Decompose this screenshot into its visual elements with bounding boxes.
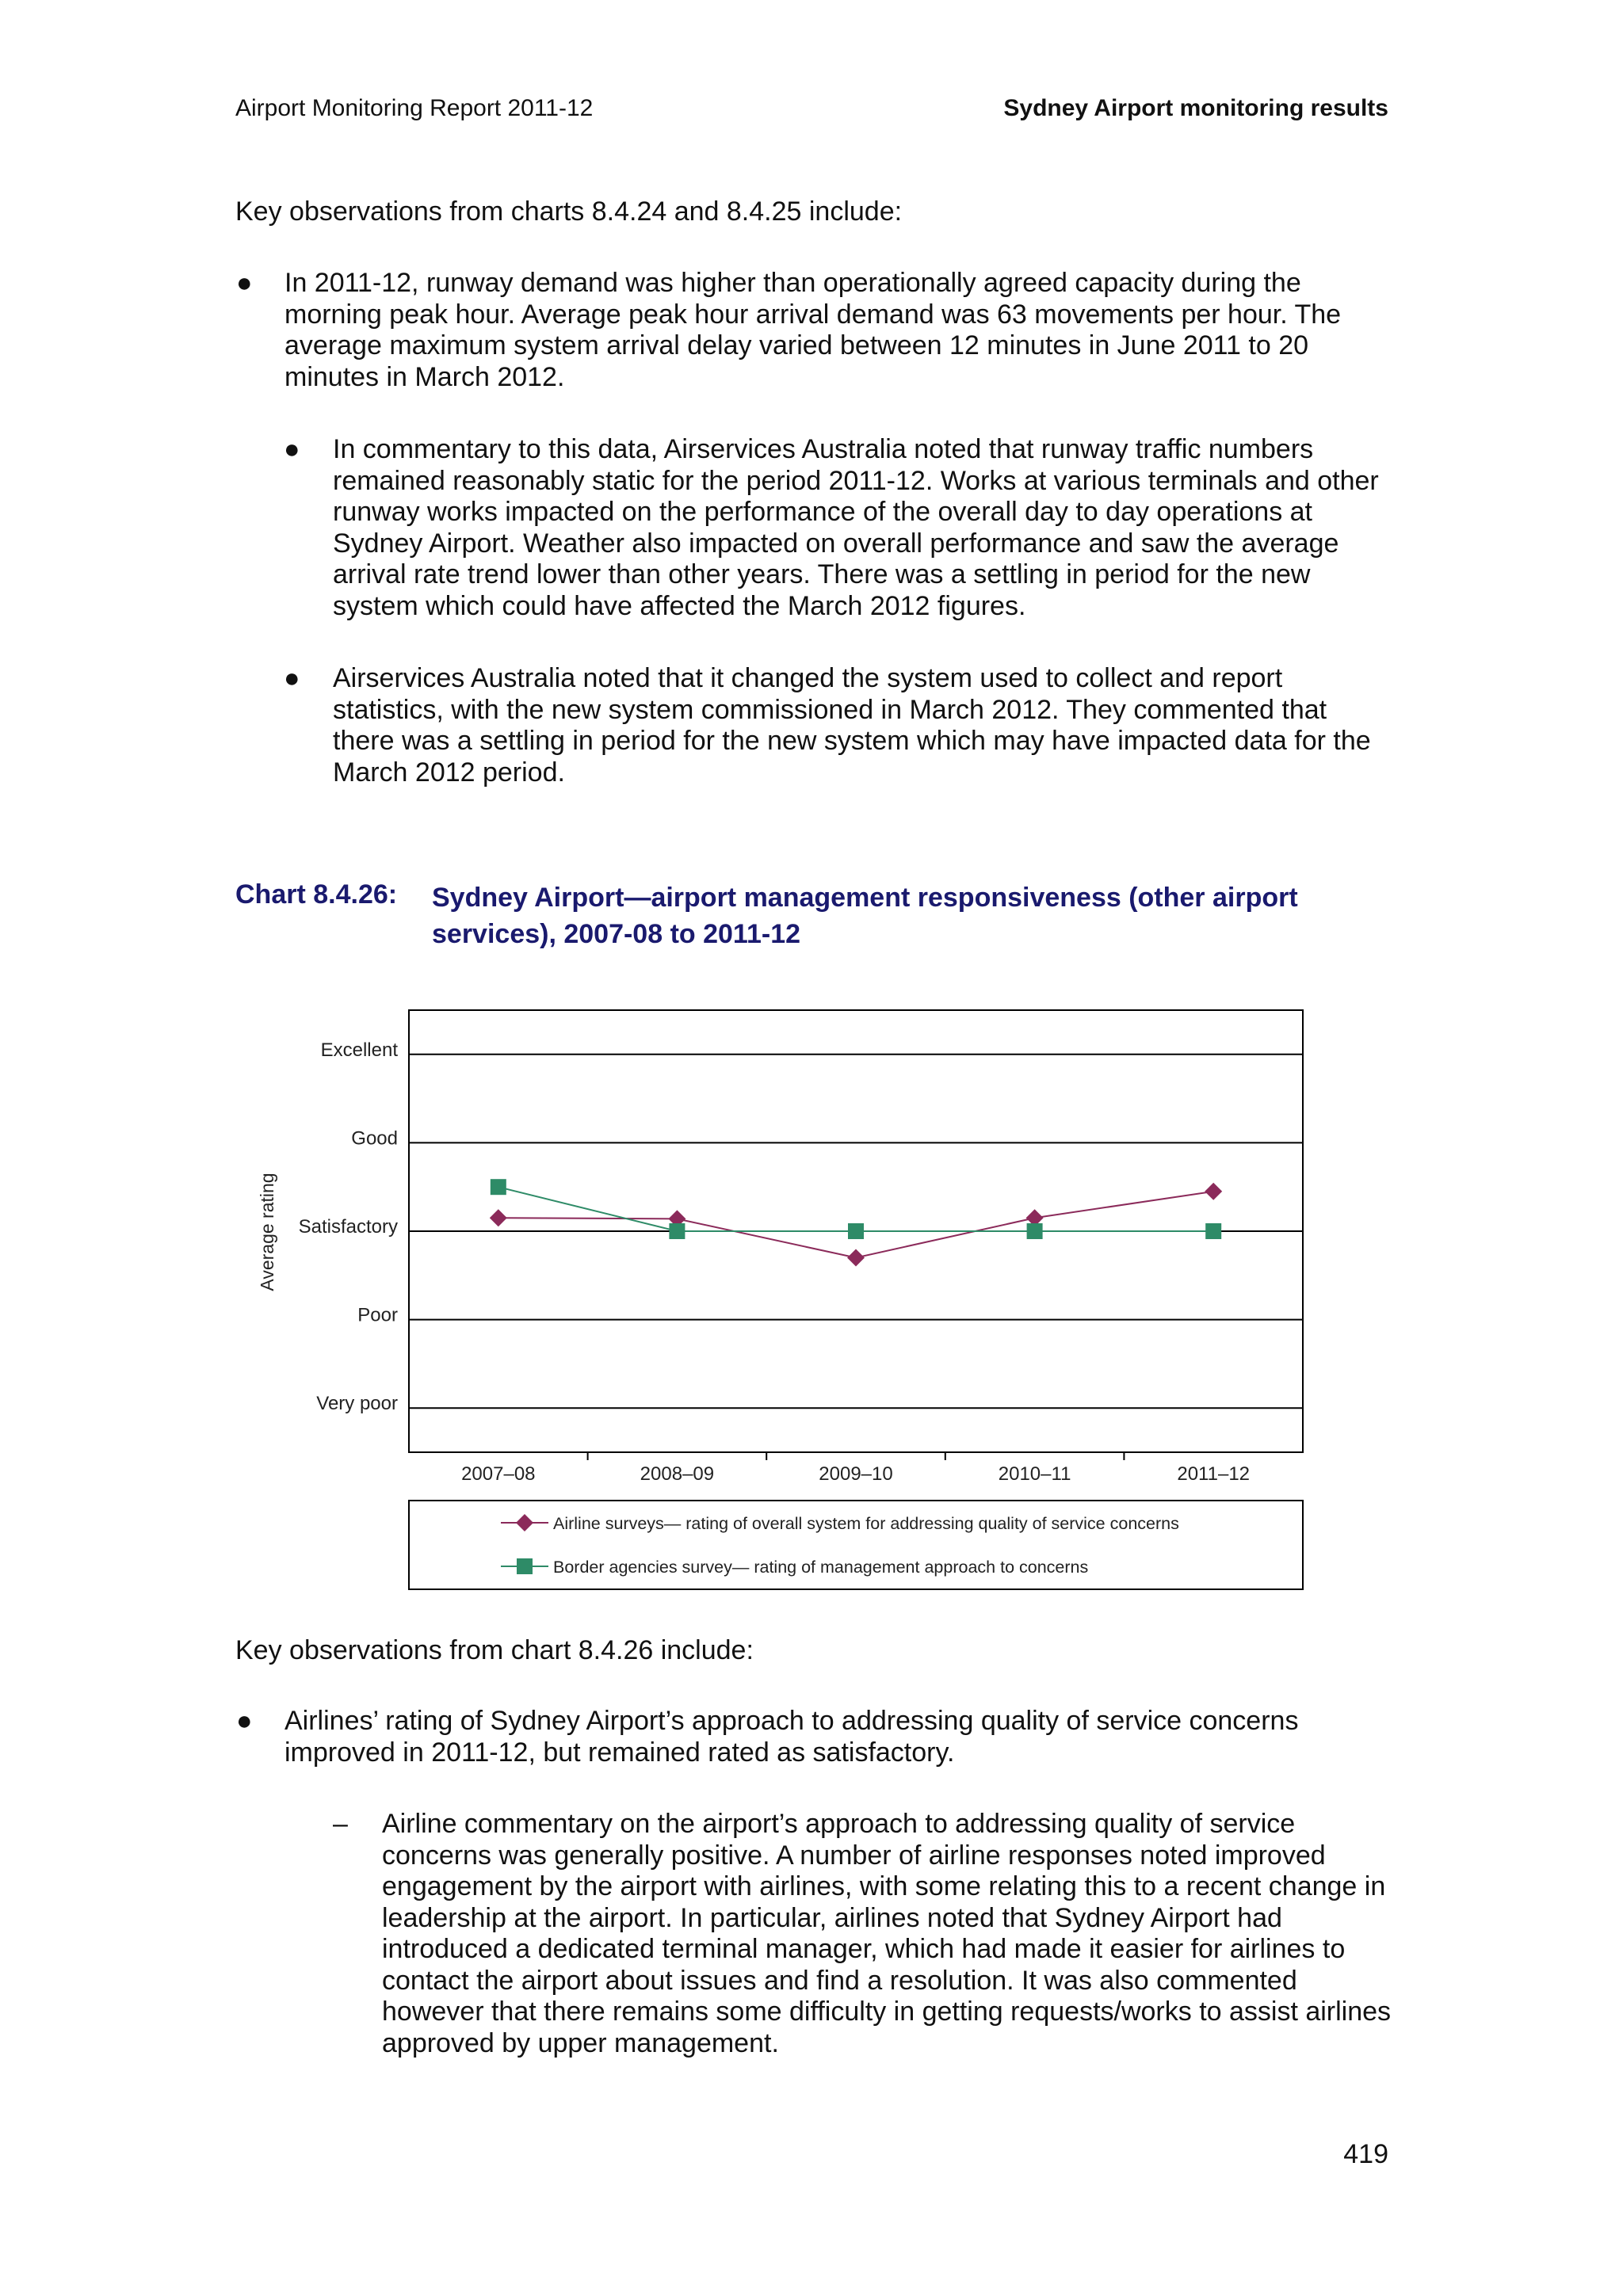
chart-title: Sydney Airport—airport management responsiveness (other airport services), 2007-08 to 2011-12 — [432, 883, 1298, 949]
chart-label: Chart 8.4.26: — [235, 879, 398, 910]
y-tick-label: Good — [351, 1127, 398, 1150]
y-axis-label: Average rating — [257, 1173, 277, 1291]
data-point-square — [669, 1223, 685, 1239]
bullet-text: In 2011-12, runway demand was higher than operationally agreed capacity during the morning peak hour. Average peak hour arrival demand was 63 movements per hour. The average maximum system arrival delay varied between 12 minutes in June 2011 to 20 minutes in March 2012. — [285, 268, 1342, 392]
data-point-diamond — [1205, 1183, 1222, 1200]
subbullet-text: In commentary to this data, Airservices Australia noted that runway traffic numbers remained reasonably static for the period 2011-12. Works at various terminals and other runway works impacted on the performance of the overall day to day operations at Sydney Airport. Weather also impacted on overall performance and saw the average arrival rate trend lower than other years. There was a settling in period for the new system which could have affected the March 2012 figures. — [333, 434, 1379, 621]
x-tick-label: 2011–12 — [1177, 1463, 1251, 1485]
series-markers — [490, 1179, 1222, 1266]
x-tick-label: 2008–09 — [640, 1463, 715, 1485]
series-lines — [498, 1187, 1213, 1257]
legend-marker — [517, 1558, 533, 1574]
subbullet-text: Airservices Australia noted that it changed the system used to collect and report statistics, with the new system commissioned in March 2012. They commented that there was a settling in period for the new system which may have impacted data for the March 2012 period. — [333, 663, 1371, 788]
data-point-diamond — [847, 1249, 865, 1266]
x-tick-labels — [461, 1463, 1250, 1485]
subbullet-dot: ● — [284, 663, 300, 693]
legend-label: Border agencies survey— rating of management approach to concerns — [553, 1558, 1089, 1577]
dash-item-text: Airline commentary on the airport’s approach to addressing quality of service concerns was generally positive. A number of airline responses noted improved engagement by the airport with airlines, with some relating this to a recent change in leadership at the airport. In particular, airlines noted that Sydney Airport had introduced a dedicated terminal manager, which had made it easier for airlines to contact the airport about issues and find a resolution. It was also commented however that there remains some difficulty in getting requests/works to assist airlines approved by upper management. — [382, 1809, 1392, 2058]
x-tick-label: 2009–10 — [819, 1463, 893, 1485]
data-point-diamond — [490, 1209, 507, 1226]
y-tick-label: Very poor — [316, 1393, 398, 1415]
bullet-dot: ● — [236, 1706, 253, 1736]
y-tick-label: Satisfactory — [298, 1216, 398, 1238]
legend-label: Airline surveys— rating of overall system for addressing quality of service concerns — [553, 1514, 1179, 1533]
intro-paragraph-1: Key observations from charts 8.4.24 and 8.4.25 include: — [235, 196, 903, 227]
x-tick-label: 2010–11 — [998, 1463, 1071, 1485]
page-number: 419 — [1343, 2139, 1388, 2169]
x-tick-marks — [588, 1452, 1125, 1460]
x-tick-label: 2007–08 — [461, 1463, 536, 1485]
y-tick-labels — [299, 1039, 399, 1414]
data-point-square — [848, 1223, 864, 1239]
bullet-dot: ● — [236, 268, 253, 298]
running-header-right: Sydney Airport monitoring results — [1003, 95, 1388, 121]
data-point-square — [1027, 1223, 1043, 1239]
bullet-text: Airlines’ rating of Sydney Airport’s approach to addressing quality of service concerns improved in 2011-12, but remained rated as satisfactory. — [285, 1706, 1299, 1768]
y-tick-label: Excellent — [320, 1039, 398, 1061]
data-point-square — [491, 1179, 506, 1195]
running-header-left: Airport Monitoring Report 2011-12 — [235, 95, 594, 121]
y-tick-label: Poor — [357, 1304, 398, 1326]
data-point-square — [1205, 1223, 1221, 1239]
intro-paragraph-2: Key observations from chart 8.4.26 include: — [235, 1635, 754, 1665]
legend-marker — [516, 1514, 533, 1531]
dash-marker: – — [333, 1809, 348, 1839]
legend — [501, 1514, 1179, 1577]
subbullet-dot: ● — [284, 434, 300, 464]
